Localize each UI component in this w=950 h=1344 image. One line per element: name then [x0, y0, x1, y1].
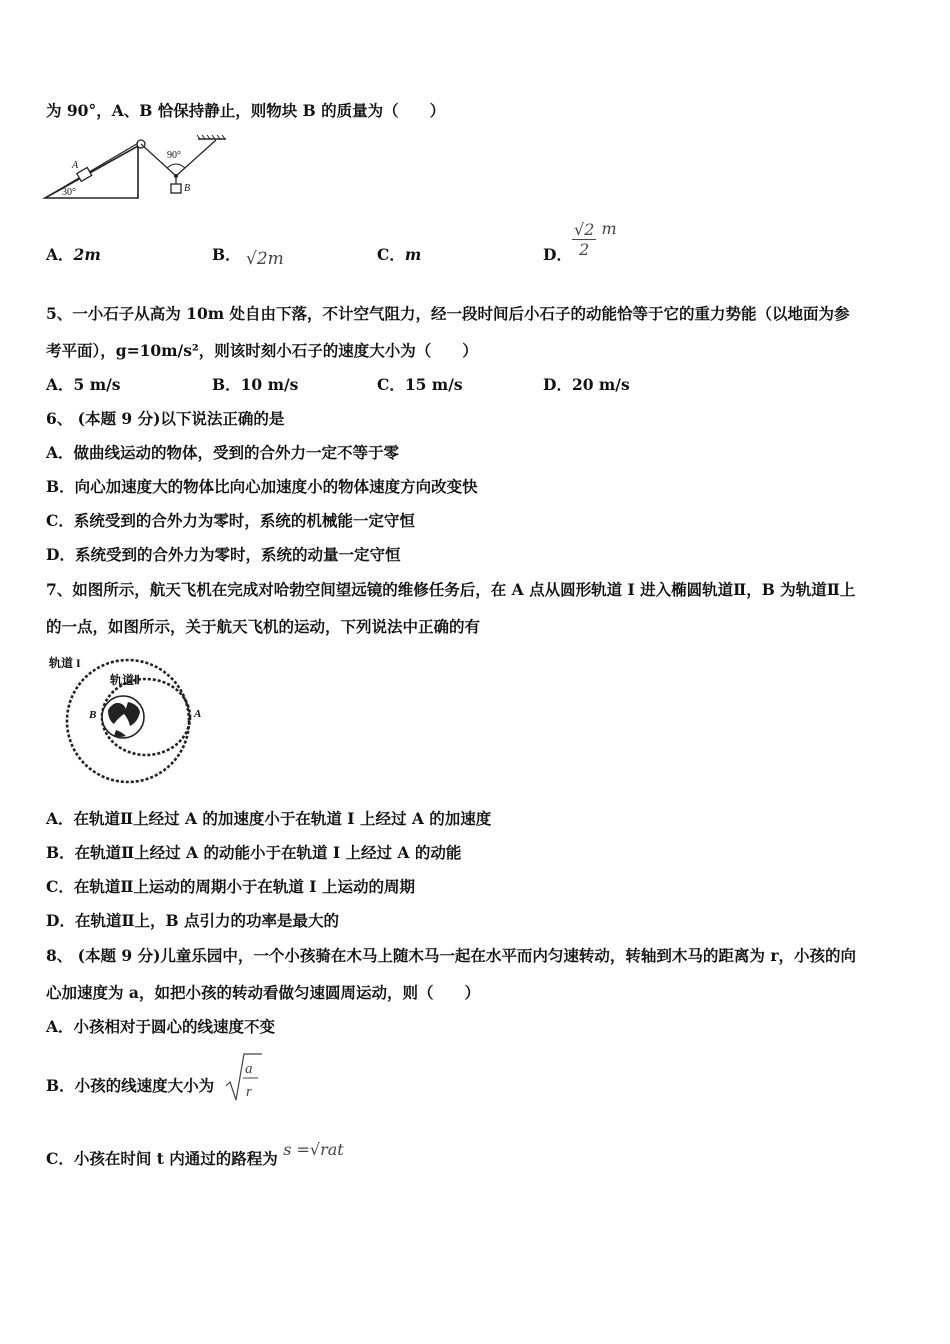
option-value: m [404, 245, 422, 264]
q6-option-d[interactable]: D．系统受到的合外力为零时，系统的动量一定守恒 [46, 545, 401, 564]
q7-option-b[interactable]: B．在轨道Ⅱ上经过 A 的动能小于在轨道 I 上经过 A 的动能 [46, 843, 462, 862]
fraction-numerator: a [245, 1061, 253, 1077]
option-label: A． [46, 245, 74, 264]
angle-90-label: 90° [167, 150, 181, 161]
q8-option-a[interactable]: A．小孩相对于圆心的线速度不变 [46, 1017, 276, 1036]
q6-option-c[interactable]: C．系统受到的合外力为零时，系统的机械能一定守恒 [46, 511, 415, 530]
q4-option-b[interactable] [212, 245, 284, 269]
q8-stem-line1: 8、 (本题 9 分)儿童乐园中，一个小孩骑在木马上随木马一起在水平而内匀速转动，转轴到木马的距离为 r，小孩的向 [46, 946, 856, 965]
fraction-numerator: √2 [574, 220, 595, 239]
q7-stem-line2: 的一点，如图所示，关于航天飞机的运动，下列说法中正确的有 [46, 617, 481, 636]
option-value: 2m [73, 245, 101, 264]
option-text: C．小孩在时间 t 内通过的路程为 [46, 1149, 278, 1168]
q7-stem-line1: 7、如图所示，航天飞机在完成对哈勃空间望远镜的维修任务后，在 A 点从圆形轨道 I 进入椭圆轨道Ⅱ，B 为轨道Ⅱ上 [46, 580, 856, 599]
q6-option-a[interactable]: A．做曲线运动的物体，受到的合外力一定不等于零 [46, 443, 400, 462]
q7-orbit-figure [44, 652, 219, 787]
q6-option-b[interactable]: B．向心加速度大的物体比向心加速度小的物体速度方向改变快 [46, 477, 478, 496]
q5-stem-line2: 考平面），g=10m/s²，则该时刻小石子的速度大小为（ ） [46, 341, 478, 360]
q8-option-c[interactable] [46, 1140, 344, 1169]
q5-option-d[interactable]: D．20 m/s [543, 375, 630, 394]
orbit-1-label: 轨道 I [49, 656, 81, 670]
option-label: C． [377, 245, 405, 264]
option-value: √2m [246, 249, 284, 269]
label-b: B [184, 183, 191, 194]
q4-incline-pulley-figure [40, 132, 230, 202]
q4-option-d[interactable] [543, 245, 572, 265]
fraction-denominator: r [246, 1084, 252, 1100]
fraction-variable: m [601, 219, 617, 238]
q4-option-d-formula [572, 220, 617, 259]
option-text: B．小孩的线速度大小为 [46, 1076, 215, 1095]
q5-option-a[interactable]: A．5 m/s [46, 375, 121, 394]
q8-option-b-sqrt-fraction [224, 1052, 264, 1104]
option-label: D． [543, 245, 572, 264]
angle-30-label: 30° [62, 187, 76, 198]
q7-option-d[interactable]: D．在轨道Ⅱ上，B 点引力的功率是最大的 [46, 911, 340, 930]
q4-option-c[interactable] [377, 245, 421, 265]
q6-stem: 6、 (本题 9 分)以下说法正确的是 [46, 409, 285, 428]
path-formula: s =√rat [283, 1140, 344, 1159]
label-a: A [72, 160, 79, 171]
orbit-2-label: 轨道Ⅱ [110, 673, 140, 687]
fraction-denominator: 2 [579, 240, 590, 259]
q7-option-a[interactable]: A．在轨道Ⅱ上经过 A 的加速度小于在轨道 I 上经过 A 的加速度 [46, 809, 492, 828]
q4-option-a[interactable] [46, 245, 101, 265]
q5-option-c[interactable]: C．15 m/s [377, 375, 463, 394]
q7-option-c[interactable]: C．在轨道Ⅱ上运动的周期小于在轨道 I 上运动的周期 [46, 877, 415, 896]
block-b [171, 184, 181, 193]
q5-stem-line1: 5、一小石子从高为 10m 处自由下落，不计空气阻力，经一段时间后小石子的动能恰等于它的重力势能（以地面为参 [46, 304, 850, 323]
point-b-label: B [89, 709, 97, 721]
q4-stem-tail: 为 90°，A、B 恰保持静止，则物块 B 的质量为（ ） [46, 101, 446, 120]
point-a-label: A [194, 708, 202, 720]
q5-option-b[interactable]: B．10 m/s [212, 375, 299, 394]
q8-stem-line2: 心加速度为 a，如把小孩的转动看做匀速圆周运动，则（ ） [46, 983, 480, 1002]
option-label: B． [212, 245, 241, 264]
q8-option-b[interactable] [46, 1076, 214, 1096]
